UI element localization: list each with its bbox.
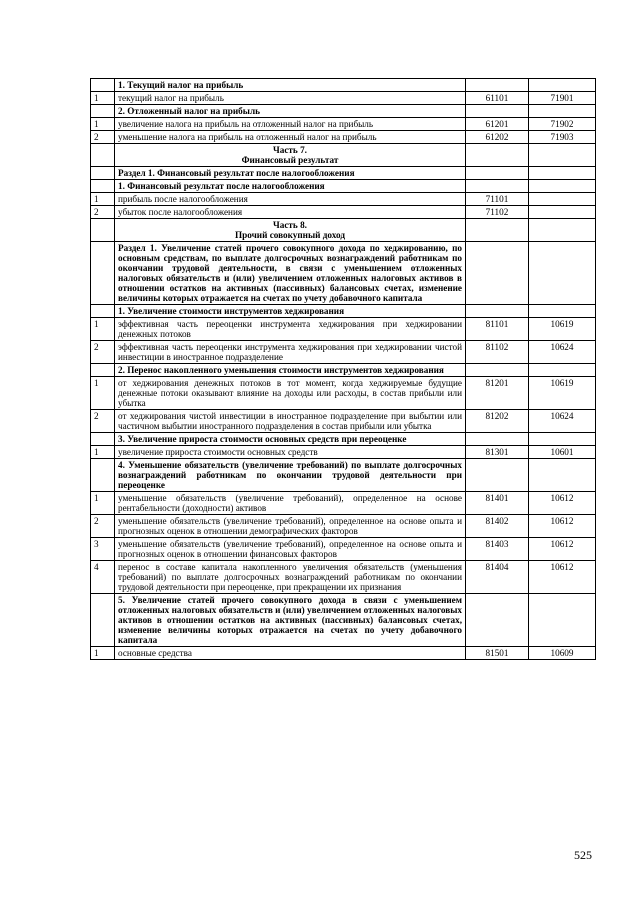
row-number — [91, 242, 115, 305]
corresponding-account-code — [529, 206, 596, 219]
table-row — [91, 561, 596, 594]
corresponding-account-code — [529, 433, 596, 446]
row-number: 2 — [91, 131, 115, 144]
table-row — [91, 105, 596, 118]
table-row — [91, 305, 596, 318]
account-code: 61201 — [466, 118, 529, 131]
account-code: 61101 — [466, 92, 529, 105]
row-number: 1 — [91, 377, 115, 410]
row-text: 3. Увеличение прироста стоимости основных средств при переоценке — [115, 433, 466, 446]
corresponding-account-code — [529, 193, 596, 206]
table-row — [91, 206, 596, 219]
table-row — [91, 92, 596, 105]
row-text: 4. Уменьшение обязательств (увеличение требований) по выплате долгосрочных вознаграждений работникам по окончании трудовой деятельности при переоценке — [115, 459, 466, 492]
row-number — [91, 219, 115, 242]
table-row — [91, 242, 596, 305]
corresponding-account-code — [529, 242, 596, 305]
table-row — [91, 144, 596, 167]
row-number — [91, 105, 115, 118]
corresponding-account-code — [529, 459, 596, 492]
corresponding-account-code: 10601 — [529, 446, 596, 459]
row-number: 1 — [91, 647, 115, 660]
row-text: Раздел 1. Увеличение статей прочего совокупного дохода по хеджированию, по основным средствам, по выплате долгосрочных вознаграждений работникам по окончании трудовой деятельности, в связи с уменьшением отложенных налоговых обязательств и (или) увеличением отложенных налоговых активов в отношении остатков на активных (пассивных) балансовых счетах, изменение величины которых отражается на счетах по учету добавочного капитала — [115, 242, 466, 305]
account-code: 81101 — [466, 318, 529, 341]
row-text: от хеджирования чистой инвестиции в иностранное подразделение при выбытии или частичном выбытии иностранного подразделения в состав прибыли или убытка — [115, 410, 466, 433]
account-code: 81201 — [466, 377, 529, 410]
account-code — [466, 242, 529, 305]
table-row — [91, 515, 596, 538]
corresponding-account-code — [529, 180, 596, 193]
account-code — [466, 433, 529, 446]
row-number — [91, 79, 115, 92]
row-text: 2. Перенос накопленного уменьшения стоимости инструментов хеджирования — [115, 364, 466, 377]
row-text: Часть 8. Прочий совокупный доход — [115, 219, 466, 242]
table-row — [91, 193, 596, 206]
row-number: 1 — [91, 92, 115, 105]
corresponding-account-code — [529, 305, 596, 318]
table-row — [91, 433, 596, 446]
account-code — [466, 79, 529, 92]
corresponding-account-code: 10619 — [529, 377, 596, 410]
row-text: 1. Финансовый результат после налогообложения — [115, 180, 466, 193]
corresponding-account-code: 10612 — [529, 515, 596, 538]
row-number — [91, 180, 115, 193]
corresponding-account-code — [529, 219, 596, 242]
row-text: 1. Текущий налог на прибыль — [115, 79, 466, 92]
row-number: 1 — [91, 193, 115, 206]
row-text: Раздел 1. Финансовый результат после налогообложения — [115, 167, 466, 180]
corresponding-account-code — [529, 364, 596, 377]
corresponding-account-code: 71903 — [529, 131, 596, 144]
row-number: 2 — [91, 341, 115, 364]
account-code — [466, 144, 529, 167]
row-text: уменьшение обязательств (увеличение требований), определенное на основе опыта и прогнозных оценок в отношении финансовых факторов — [115, 538, 466, 561]
accounts-table — [90, 78, 596, 660]
row-text: 5. Увеличение статей прочего совокупного дохода в связи с уменьшением отложенных налоговых обязательств и (или) увеличением отложенных налоговых активов в отношении остатков на активных (пассивных) балансовых счетах, изменение величины которых отражается на счетах по учету добавочного капитала — [115, 594, 466, 647]
row-text: уменьшение обязательств (увеличение требований), определенное на основе опыта и прогнозных оценок в отношении демографических факторов — [115, 515, 466, 538]
row-text: уменьшение обязательств (увеличение требований), определенное на основе рентабельности (доходности) активов — [115, 492, 466, 515]
row-number: 2 — [91, 515, 115, 538]
row-number: 2 — [91, 410, 115, 433]
table-row — [91, 377, 596, 410]
table-row — [91, 341, 596, 364]
corresponding-account-code — [529, 105, 596, 118]
row-number: 1 — [91, 118, 115, 131]
table-row — [91, 594, 596, 647]
row-text: эффективная часть переоценки инструмента хеджирования при хеджировании чистой инвестиции в иностранное подразделение — [115, 341, 466, 364]
account-code — [466, 105, 529, 118]
table-row — [91, 459, 596, 492]
account-code: 81501 — [466, 647, 529, 660]
account-code: 71101 — [466, 193, 529, 206]
account-code: 81301 — [466, 446, 529, 459]
row-text: увеличение прироста стоимости основных средств — [115, 446, 466, 459]
table-row — [91, 446, 596, 459]
account-code: 81102 — [466, 341, 529, 364]
page-number: 525 — [574, 848, 592, 862]
table-row — [91, 492, 596, 515]
account-code: 81401 — [466, 492, 529, 515]
row-number: 1 — [91, 318, 115, 341]
row-number — [91, 594, 115, 647]
row-number: 1 — [91, 446, 115, 459]
row-number — [91, 364, 115, 377]
account-code — [466, 364, 529, 377]
row-text: перенос в составе капитала накопленного увеличения обязательств (уменьшения требований) по выплате долгосрочных вознаграждений работникам по окончании трудовой деятельности при переоценке, при прекращении их признания — [115, 561, 466, 594]
table-row — [91, 131, 596, 144]
table-row — [91, 538, 596, 561]
table-row — [91, 118, 596, 131]
table-row — [91, 79, 596, 92]
account-code: 81404 — [466, 561, 529, 594]
table-row — [91, 180, 596, 193]
table-row — [91, 318, 596, 341]
row-text: от хеджирования денежных потоков в тот момент, когда хеджируемые будущие денежные потоки оказывают влияние на доходы или расходы, в состав прибыли или убытка — [115, 377, 466, 410]
table-row — [91, 647, 596, 660]
table-row — [91, 219, 596, 242]
corresponding-account-code: 10612 — [529, 492, 596, 515]
row-text: убыток после налогообложения — [115, 206, 466, 219]
account-code — [466, 305, 529, 318]
row-number — [91, 144, 115, 167]
account-code — [466, 459, 529, 492]
account-code: 81202 — [466, 410, 529, 433]
account-code — [466, 594, 529, 647]
accounts-table-body — [91, 79, 596, 660]
row-text: текущий налог на прибыль — [115, 92, 466, 105]
corresponding-account-code: 10624 — [529, 341, 596, 364]
account-code: 71102 — [466, 206, 529, 219]
corresponding-account-code — [529, 594, 596, 647]
corresponding-account-code — [529, 79, 596, 92]
corresponding-account-code — [529, 167, 596, 180]
corresponding-account-code: 71902 — [529, 118, 596, 131]
row-number — [91, 167, 115, 180]
corresponding-account-code: 10619 — [529, 318, 596, 341]
corresponding-account-code — [529, 144, 596, 167]
account-code — [466, 219, 529, 242]
corresponding-account-code: 10624 — [529, 410, 596, 433]
row-number: 1 — [91, 492, 115, 515]
row-text: увеличение налога на прибыль на отложенный налог на прибыль — [115, 118, 466, 131]
row-text: 2. Отложенный налог на прибыль — [115, 105, 466, 118]
row-text: основные средства — [115, 647, 466, 660]
row-number — [91, 433, 115, 446]
table-row — [91, 167, 596, 180]
row-text: прибыль после налогообложения — [115, 193, 466, 206]
row-text: эффективная часть переоценки инструмента хеджирования при хеджировании денежных потоков — [115, 318, 466, 341]
table-row — [91, 364, 596, 377]
row-text: уменьшение налога на прибыль на отложенный налог на прибыль — [115, 131, 466, 144]
row-number — [91, 305, 115, 318]
row-number — [91, 459, 115, 492]
account-code: 81403 — [466, 538, 529, 561]
row-number: 4 — [91, 561, 115, 594]
row-text: 1. Увеличение стоимости инструментов хеджирования — [115, 305, 466, 318]
corresponding-account-code: 10612 — [529, 538, 596, 561]
corresponding-account-code: 10609 — [529, 647, 596, 660]
row-text: Часть 7. Финансовый результат — [115, 144, 466, 167]
account-code: 61202 — [466, 131, 529, 144]
row-number: 3 — [91, 538, 115, 561]
account-code: 81402 — [466, 515, 529, 538]
corresponding-account-code: 71901 — [529, 92, 596, 105]
account-code — [466, 180, 529, 193]
table-row — [91, 410, 596, 433]
account-code — [466, 167, 529, 180]
row-number: 2 — [91, 206, 115, 219]
corresponding-account-code: 10612 — [529, 561, 596, 594]
